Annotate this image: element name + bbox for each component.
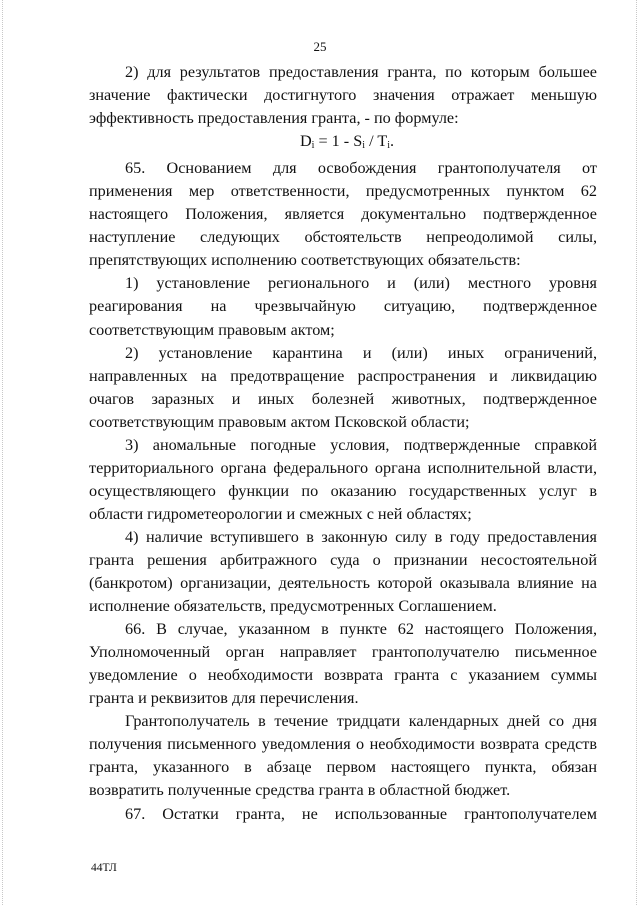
list-item: 4) наличие вступившего в законную силу в году предоставления гранта решения арбитражного суда о признании несостоятельной (банкротом) организации, деятельность которой оказывала влияние на исполнение обязательств, предусмотренных Соглашением. (89, 527, 597, 616)
body-text (89, 61, 597, 826)
paragraph: 66. В случае, указанном в пункте 62 настоящего Положения, Уполномоченный орган направляет грантополучателю письменное уведомление о необходимости возврата гранта с указанием суммы гранта и реквизитов для перечисления. (89, 620, 597, 708)
scan-edge-left (2, 0, 3, 905)
list-item: 2) установление карантина и (или) иных ограничений, направленных на предотвращение распространения и ликвидацию очагов заразных и иных болезней животных, подтвержденное соответствующим правовым актом Псковской области; (89, 343, 597, 431)
list-item: 3) аномальные погодные условия, подтвержденные справкой территориального органа федерального органа исполнительной власти, осуществляющего функции по оказанию государственных услуг в области гидрометеорологии и смежных с ней областях; (89, 435, 597, 523)
paragraph: Грантополучатель в течение тридцати календарных дней со дня получения письменного уведомления о необходимости возврата средств гранта, указанного в абзаце первом настоящего пункта, обязан возвратить полученные средства гранта в областной бюджет. (89, 712, 597, 800)
scan-edge-right (636, 0, 637, 905)
page-number: 25 (313, 39, 327, 54)
list-item: 1) установление регионального и (или) местного уровня реагирования на чрезвычайную ситуацию, подтвержденное соответствующим правовым актом; (89, 274, 597, 339)
formula: $D_i = 1 - S_i / T_i$. (299, 132, 395, 152)
paragraph: 65. Основанием для освобождения грантополучателя от применения мер ответственности, предусмотренных пунктом 62 настоящего Положения, является документально подтвержденное наступление следующих обстоятельств непреодолимой силы, препятствующих исполнению соответствующих обязательств: (89, 159, 597, 270)
footer-code: 44ТЛ (91, 862, 117, 874)
paragraph: 2) для результатов предоставления гранта, по которым большее значение фактически достигнутого значения отражает меньшую эффективность предоставления гранта, - по формуле: (89, 63, 597, 128)
paragraph: 67. Остатки гранта, не использованные грантополучателем (125, 804, 597, 823)
